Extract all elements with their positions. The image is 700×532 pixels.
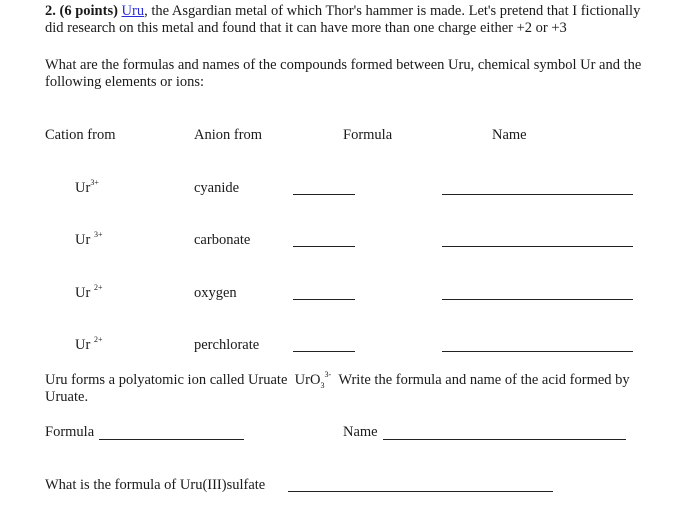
uru-link[interactable]: Uru <box>121 3 145 19</box>
uruate-line-1: Uru forms a polyatomic ion called Uruate UrO$_3^{3-}$ Write the formula and name of the acid formed by <box>45 370 630 390</box>
question-line-1 <box>45 3 640 20</box>
row-3-anion: oxygen <box>194 285 237 301</box>
header-formula: Formula <box>343 127 393 143</box>
row-2-formula-blank[interactable] <box>293 246 355 247</box>
row-1-name-blank[interactable] <box>442 194 633 195</box>
row-3-formula-blank[interactable] <box>293 299 355 300</box>
row-4-formula-blank[interactable] <box>293 351 355 352</box>
row-2-name-blank[interactable] <box>442 246 633 247</box>
intro-text: , the Asgardian metal of which Thor's hammer is made. Let's pretend that I fictionally <box>144 3 641 19</box>
uruate-line-2: Uruate. <box>45 389 89 405</box>
row-1-anion: cyanide <box>194 180 240 196</box>
header-anion: Anion from <box>194 127 263 143</box>
question-number: 2. (6 points) <box>45 3 118 19</box>
row-4-name-blank[interactable] <box>442 351 633 352</box>
header-cation: Cation from <box>45 127 116 143</box>
uruate-formula-blank[interactable] <box>99 439 244 440</box>
uruate-name-blank[interactable] <box>383 439 626 440</box>
row-4-cation: Ur $^{2+}$ <box>75 335 103 353</box>
row-3-cation: Ur $^{2+}$ <box>75 283 103 301</box>
row-2-cation: Ur $^{3+}$ <box>75 230 103 248</box>
row-4-anion: perchlorate <box>194 337 260 353</box>
row-2-anion: carbonate <box>194 232 251 248</box>
prompt-line-2: following elements or ions: <box>45 74 205 90</box>
header-name: Name <box>492 127 527 143</box>
sulfate-answer-blank[interactable] <box>288 491 553 492</box>
row-1-cation: $Ur^{3+}$ <box>75 178 99 196</box>
uruate-formula-label: Formula <box>45 424 95 440</box>
row-1-formula-blank[interactable] <box>293 194 355 195</box>
uruate-ion-formula: UrO$_3^{3-}$ <box>294 370 332 390</box>
sulfate-question: What is the formula of Uru(III)sulfate <box>45 477 266 493</box>
row-3-name-blank[interactable] <box>442 299 633 300</box>
question-line-2: did research on this metal and found that it can have more than one charge either +2 or +3 <box>45 20 567 36</box>
prompt-line-1: What are the formulas and names of the compounds formed between Uru, chemical symbol Ur and the <box>45 57 642 73</box>
uruate-name-label: Name <box>343 424 378 440</box>
